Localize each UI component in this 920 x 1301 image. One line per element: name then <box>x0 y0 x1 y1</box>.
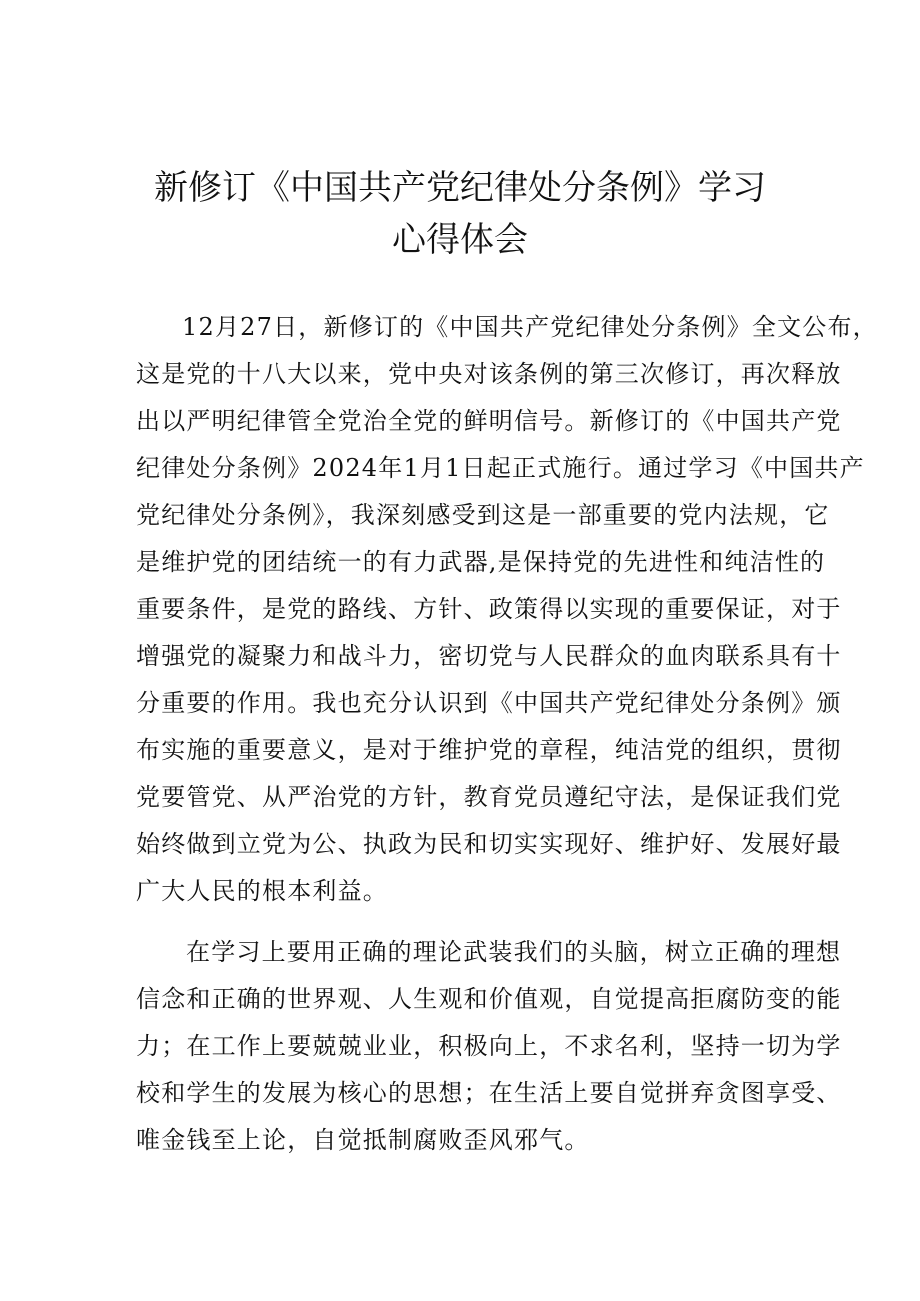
paragraph-1-line: 布实施的重要意义，是对于维护党的章程，纯洁党的组织，贯彻 <box>136 736 842 764</box>
paragraph-1-line: 纪律处分条例》2024年1月1日起正式施行。通过学习《中国共产 <box>136 454 865 482</box>
paragraph-1-line: 这是党的十八大以来，党中央对该条例的第三次修订，再次释放 <box>136 360 842 388</box>
paragraph-2-line: 校和学生的发展为核心的思想；在生活上要自觉拼弃贪图享受、 <box>136 1079 842 1107</box>
document-title-line-2: 心得体会 <box>392 220 528 260</box>
paragraph-2-line: 在学习上要用正确的理论武装我们的头脑，树立正确的理想 <box>186 938 842 966</box>
paragraph-1-line: 广大人民的根本利益。 <box>136 877 388 905</box>
paragraph-1-line: 重要条件，是党的路线、方针、政策得以实现的重要保证，对于 <box>136 595 842 623</box>
paragraph-2-line: 力；在工作上要兢兢业业，积极向上，不求名利，坚持一切为学 <box>136 1032 842 1060</box>
paragraph-1-line: 党纪律处分条例》，我深刻感受到这是一部重要的党内法规，它 <box>136 501 830 529</box>
paragraph-1-line: 出以严明纪律管全党治全党的鲜明信号。新修订的《中国共产党 <box>136 407 842 435</box>
paragraph-1-line: 始终做到立党为公、执政为民和切实实现好、维护好、发展好最 <box>136 830 842 858</box>
paragraph-1-line: 是维护党的团结统一的有力武器,是保持党的先进性和纯洁性的 <box>136 548 826 576</box>
paragraph-1-line: 12月27日，新修订的《中国共产党纪律处分条例》全文公布， <box>182 313 878 341</box>
document-title-line-1: 新修订《中国共产党纪律处分条例》学习 <box>154 168 766 208</box>
paragraph-1-line: 分重要的作用。我也充分认识到《中国共产党纪律处分条例》颁 <box>136 689 842 717</box>
paragraph-2-line: 唯金钱至上论，自觉抵制腐败歪风邪气。 <box>136 1126 590 1154</box>
paragraph-2-line: 信念和正确的世界观、人生观和价值观，自觉提高拒腐防变的能 <box>136 985 842 1013</box>
paragraph-1-line: 党要管党、从严治党的方针，教育党员遵纪守法，是保证我们党 <box>136 783 842 811</box>
paragraph-1-line: 增强党的凝聚力和战斗力，密切党与人民群众的血肉联系具有十 <box>136 642 842 670</box>
